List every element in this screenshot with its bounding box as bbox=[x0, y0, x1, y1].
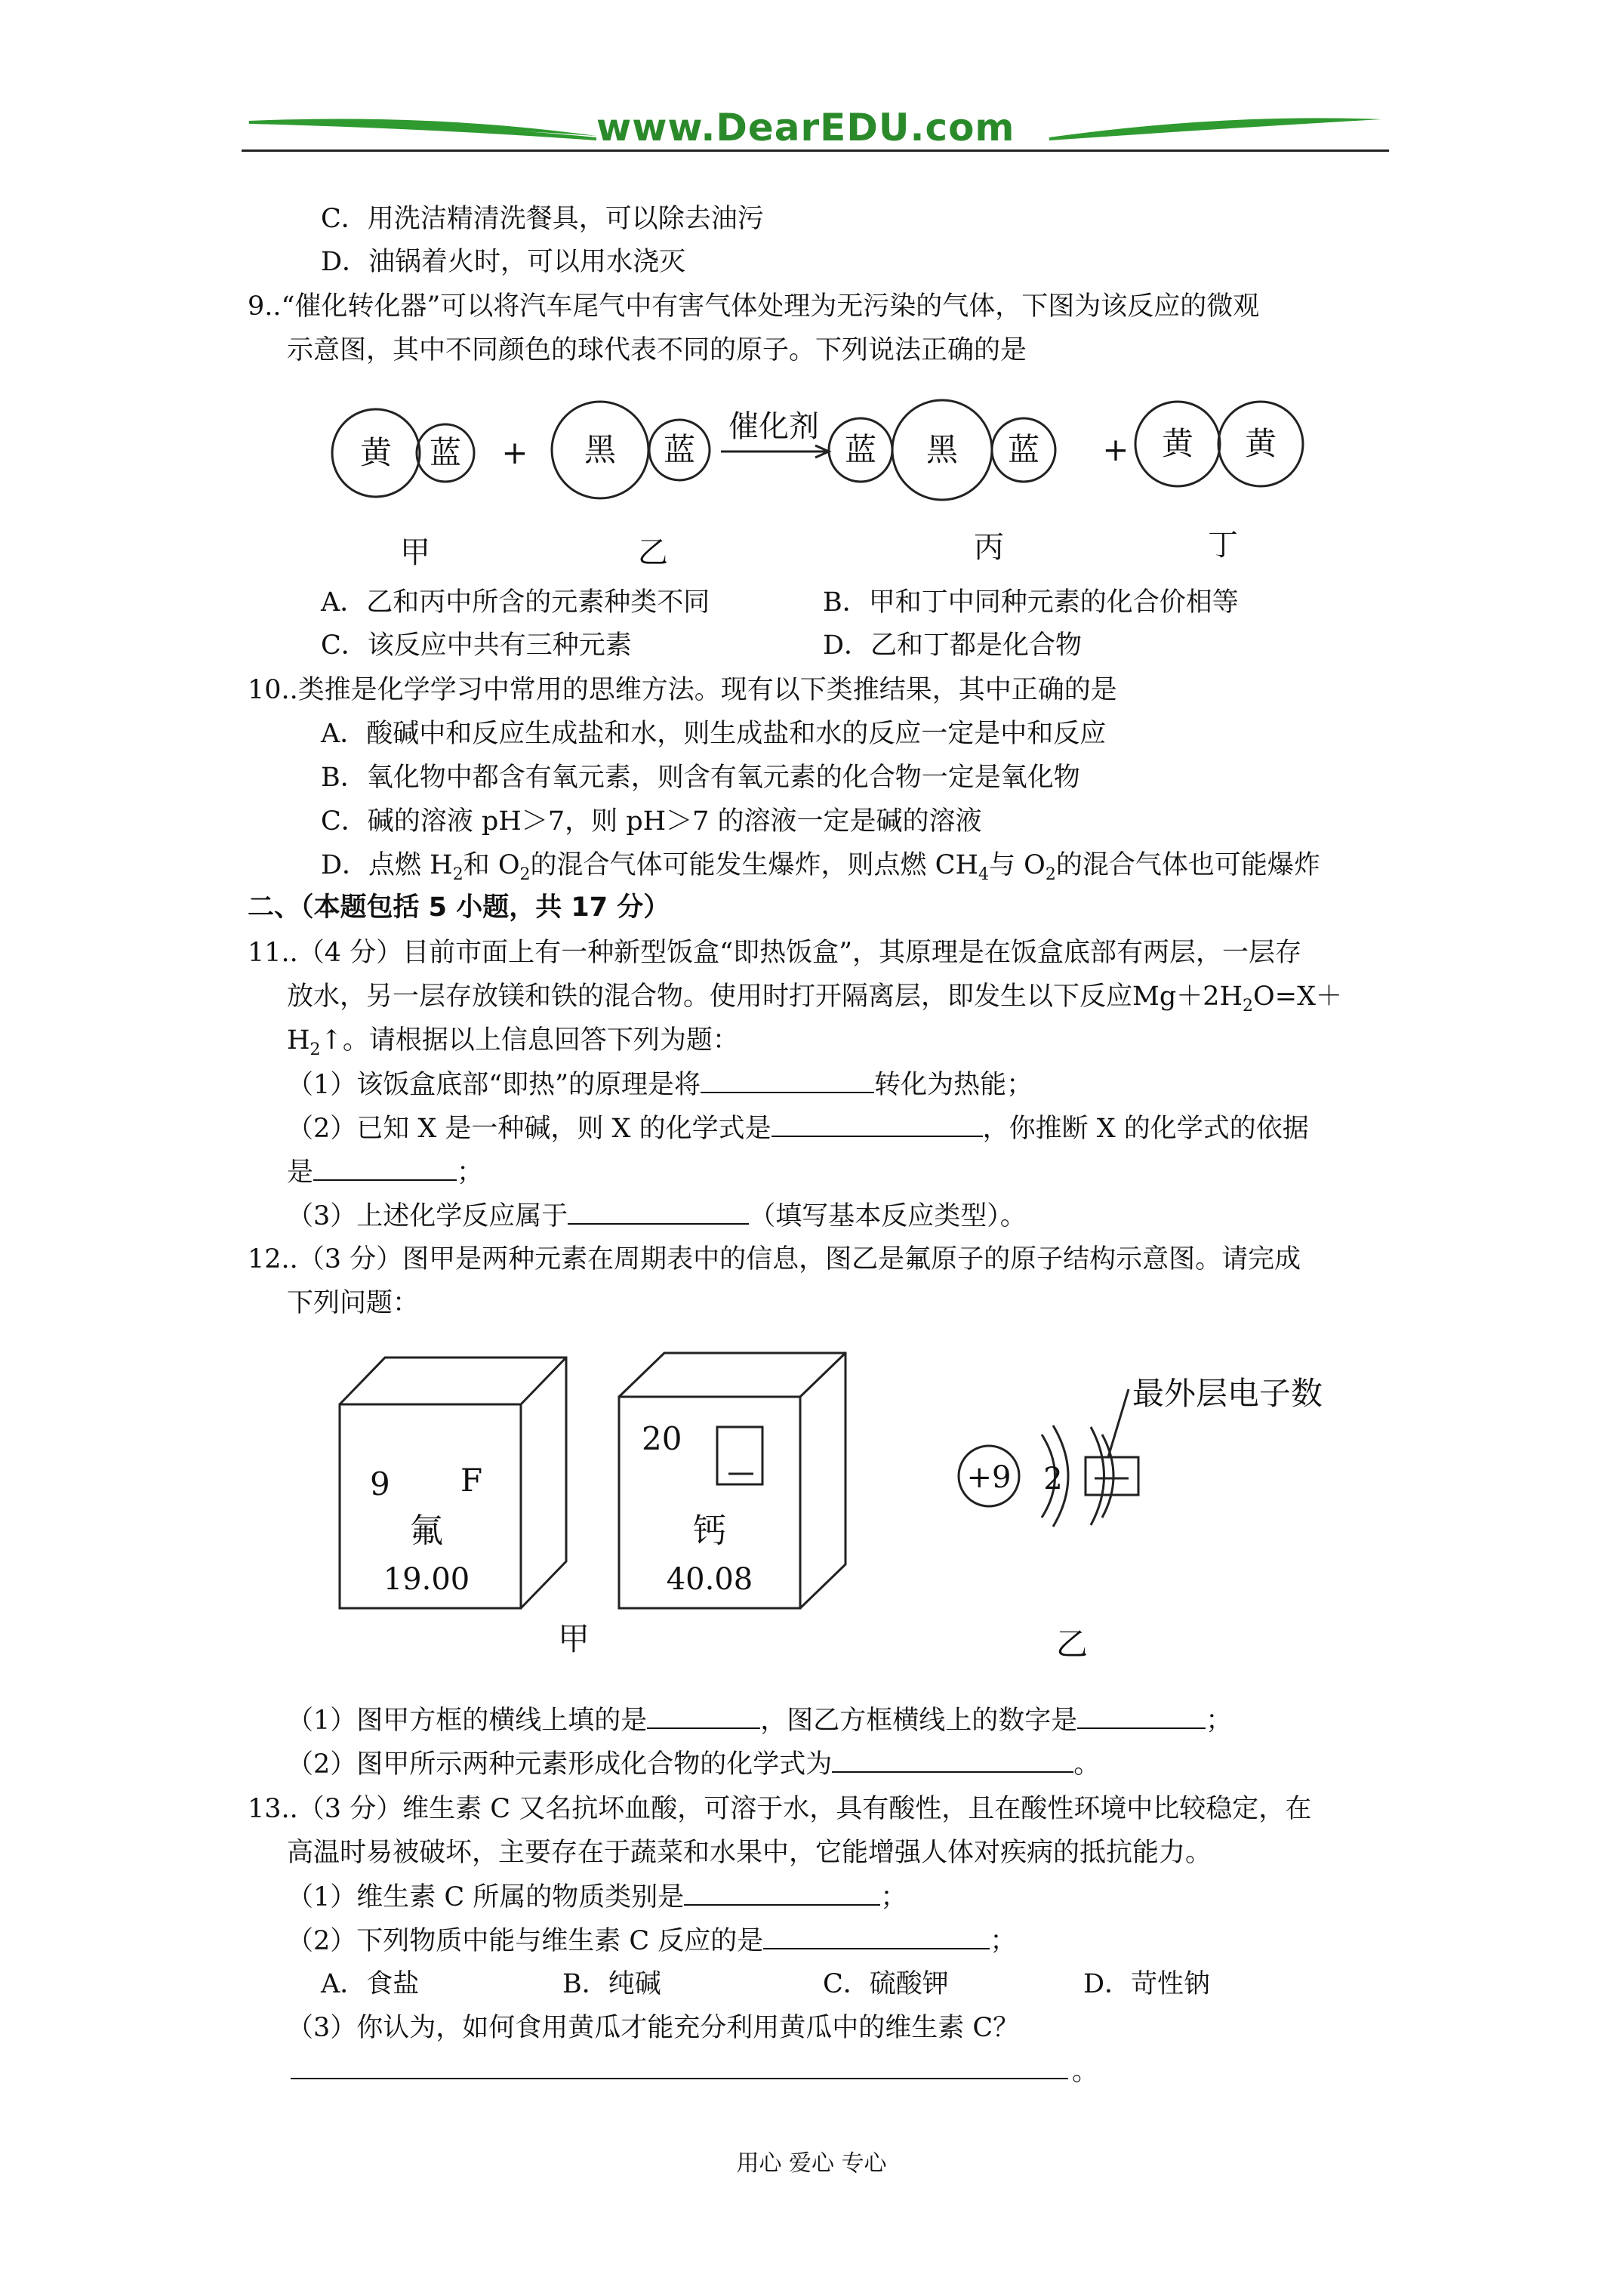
q13-option-c: C．硫酸钾 bbox=[823, 1969, 949, 1999]
ca-mass: 40.08 bbox=[666, 1562, 753, 1597]
q9-reaction-diagram bbox=[317, 385, 1329, 574]
answer-blank[interactable] bbox=[771, 1111, 983, 1137]
q9-option-d: D．乙和丁都是化合物 bbox=[823, 630, 1083, 661]
q10-stem: 10..类推是化学学习中常用的思维方法。现有以下类推结果，其中正确的是 bbox=[248, 675, 1117, 705]
q12-part-1: （1）图甲方框的横线上填的是 ，图乙方框横线上的数字是 ； bbox=[287, 1703, 1232, 1737]
atom-label: 黄 bbox=[1244, 425, 1277, 462]
nucleus-charge: +9 bbox=[966, 1460, 1012, 1495]
q10-option-d: D．点燃 $H_2$和 $O_2$的混合气体可能发生爆炸，则点燃 $CH_4$与 $O_2$的混合气体也可能爆炸 bbox=[321, 850, 1320, 884]
q8-option-c: C．用洗洁精清洗餐具，可以除去油污 bbox=[321, 204, 764, 234]
atom-label: 黄 bbox=[359, 434, 393, 471]
q10-option-b: B．氧化物中都含有氧元素，则含有氧元素的化合物一定是氧化物 bbox=[321, 763, 1080, 793]
q11-part-3: （3）上述化学反应属于 （填写基本反应类型）。 bbox=[287, 1199, 1027, 1233]
q9-option-b: B．甲和丁中同种元素的化合价相等 bbox=[823, 587, 1239, 618]
q10-option-a: A．酸碱中和反应生成盐和水，则生成盐和水的反应一定是中和反应 bbox=[321, 719, 1107, 749]
q13-option-b: B．纯碱 bbox=[562, 1969, 661, 1999]
q9-stem-2: 示意图，其中不同颜色的球代表不同的原子。下列说法正确的是 bbox=[287, 335, 1027, 365]
atom-label: 蓝 bbox=[1007, 431, 1040, 468]
q10-option-c: C．碱的溶液 pH＞7，则 pH＞7 的溶液一定是碱的溶液 bbox=[321, 806, 982, 837]
inner-shell-electrons: 2 bbox=[1043, 1462, 1063, 1496]
answer-blank[interactable] bbox=[832, 1747, 1073, 1773]
answer-blank[interactable] bbox=[1077, 1703, 1206, 1729]
label-bing: 丙 bbox=[974, 530, 1004, 565]
caption-jia: 甲 bbox=[557, 1620, 590, 1657]
ca-name: 钙 bbox=[693, 1512, 726, 1550]
q13-stem-1: 13..（3 分）维生素 C 又名抗坏血酸，可溶于水，具有酸性，且在酸性环境中比较稳定，在 bbox=[248, 1794, 1312, 1824]
q9-option-a: A．乙和丙中所含的元素种类不同 bbox=[321, 587, 710, 618]
answer-blank[interactable] bbox=[568, 1199, 749, 1225]
atom-label: 黑 bbox=[925, 431, 959, 468]
section-2-heading: 二、（本题包括 5 小题，共 17 分） bbox=[248, 892, 670, 923]
q13-part-1: （1）维生素 C 所属的物质类别是 ； bbox=[287, 1880, 907, 1914]
q11-stem-1: 11..（4 分）目前市面上有一种新型饭盒“即热饭盒”，其原理是在饭盒底部有两层，一层存 bbox=[248, 938, 1301, 968]
label-yi: 乙 bbox=[638, 535, 668, 570]
label-ding: 丁 bbox=[1208, 528, 1238, 562]
atom-label: 黄 bbox=[1161, 425, 1194, 462]
q11-part-1: （1）该饭盒底部“即热”的原理是将 转化为热能； bbox=[287, 1068, 1033, 1102]
q13-answer-end: 。 bbox=[1072, 2057, 1099, 2087]
q9-stem-1: 9..“催化转化器”可以将汽车尾气中有害气体处理为无污染的气体，下图为该反应的微观 bbox=[248, 291, 1260, 322]
plus-sign: + bbox=[501, 434, 528, 471]
answer-blank[interactable] bbox=[684, 1880, 880, 1906]
ca-atomic-number: 20 bbox=[642, 1420, 682, 1457]
q11-part-2: （2）已知 X 是一种碱，则 X 的化学式是 ，你推断 X 的化学式的依据 bbox=[287, 1111, 1309, 1145]
site-logo: www.DearEDU.com bbox=[596, 106, 1015, 149]
q12-stem-2: 下列问题： bbox=[287, 1288, 420, 1318]
q12-part-2: （2）图甲所示两种元素形成化合物的化学式为 。 bbox=[287, 1747, 1100, 1781]
q9-option-c: C．该反应中共有三种元素 bbox=[321, 630, 632, 661]
f-atomic-number: 9 bbox=[370, 1465, 390, 1502]
q11-stem-3: $H_2↑$。请根据以上信息回答下列为题： bbox=[287, 1025, 739, 1059]
q13-option-a: A．食盐 bbox=[321, 1969, 420, 1999]
q13-answer-line[interactable] bbox=[291, 2078, 1068, 2079]
q13-part-2: （2）下列物质中能与维生素 C 反应的是 ； bbox=[287, 1924, 1016, 1958]
q11-part-2b: 是 ； bbox=[287, 1155, 483, 1189]
answer-blank[interactable] bbox=[647, 1703, 760, 1729]
f-symbol: F bbox=[460, 1462, 483, 1499]
atom-label: 蓝 bbox=[429, 434, 462, 471]
atom-label: 黑 bbox=[584, 431, 617, 468]
atom-label: 蓝 bbox=[844, 431, 877, 468]
q12-element-diagram bbox=[317, 1344, 1374, 1676]
f-mass: 19.00 bbox=[383, 1562, 470, 1597]
catalyst-label: 催化剂 bbox=[728, 409, 819, 444]
plus-sign: + bbox=[1102, 431, 1129, 468]
answer-blank[interactable] bbox=[763, 1924, 990, 1949]
f-name: 氟 bbox=[410, 1512, 443, 1550]
q8-option-d: D．油锅着火时，可以用水浇灭 bbox=[321, 247, 686, 277]
header-rule bbox=[242, 149, 1389, 152]
atom-label: 蓝 bbox=[663, 431, 696, 468]
q11-stem-2: 放水，另一层存放镁和铁的混合物。使用时打开隔离层，即发生以下反应$Mg+2H_2O=X+$ bbox=[287, 982, 1342, 1015]
answer-blank[interactable] bbox=[313, 1155, 457, 1181]
label-jia: 甲 bbox=[400, 535, 430, 570]
q13-stem-2: 高温时易被破坏，主要存在于蔬菜和水果中，它能增强人体对疾病的抵抗能力。 bbox=[287, 1838, 1212, 1868]
q13-option-d: D．苛性钠 bbox=[1083, 1969, 1211, 1999]
q12-stem-1: 12..（3 分）图甲是两种元素在周期表中的信息，图乙是氟原子的原子结构示意图。请完成 bbox=[248, 1244, 1301, 1274]
callout-outer-electrons: 最外层电子数 bbox=[1132, 1375, 1323, 1412]
q13-part-3: （3）你认为，如何食用黄瓜才能充分利用黄瓜中的维生素 C？ bbox=[287, 2013, 1020, 2043]
blank-box-symbol bbox=[717, 1427, 762, 1484]
caption-yi: 乙 bbox=[1055, 1626, 1089, 1663]
answer-blank[interactable] bbox=[701, 1068, 874, 1093]
page-footer: 用心 爱心 专心 bbox=[736, 2150, 887, 2177]
